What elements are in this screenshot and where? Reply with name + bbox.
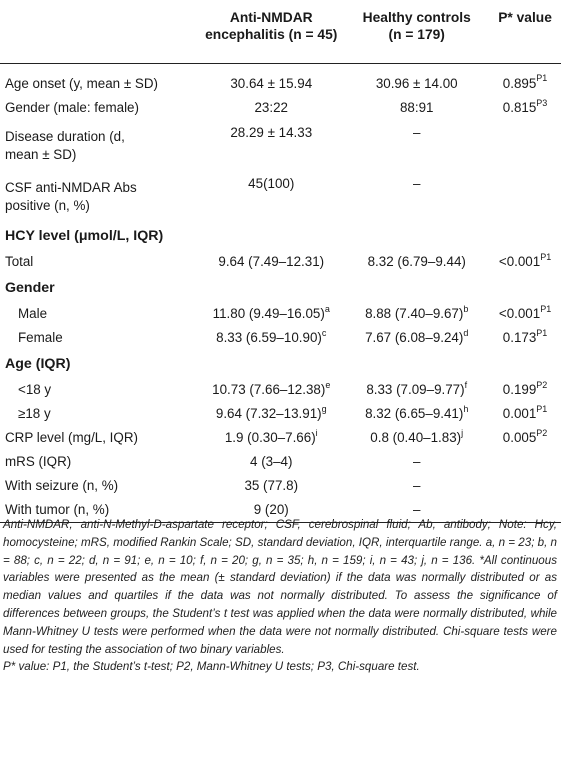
header-anti-nmdar xyxy=(198,0,344,63)
header-p-value: P* value xyxy=(498,10,552,25)
table-header-row xyxy=(0,0,561,63)
cell-value: 10.73 (7.66–12.38) xyxy=(212,382,326,397)
cell-value: 88:91 xyxy=(399,100,434,115)
cell-anti-nmdar: 45(100) xyxy=(248,176,295,191)
cell-value: 8.32 (6.79–9.44) xyxy=(367,254,466,269)
row-label: <18 y xyxy=(18,382,52,397)
row-label: Total xyxy=(5,254,34,269)
cell-anti-nmdar xyxy=(198,96,344,120)
table-row xyxy=(0,450,561,474)
row-label-line2: positive (n, %) xyxy=(5,197,90,213)
cell-value: 0.005 xyxy=(502,430,537,445)
section-heading: Age (IQR) xyxy=(5,355,71,372)
row-label-line1: Disease duration (d, xyxy=(5,128,125,144)
cell-superscript: i xyxy=(315,427,318,438)
cell-superscript: P1 xyxy=(536,403,548,414)
cell-p xyxy=(489,171,561,222)
cell-anti-nmdar xyxy=(198,326,344,350)
row-label: mRS (IQR) xyxy=(5,454,72,469)
cell-healthy xyxy=(344,63,489,96)
cell-p xyxy=(489,302,561,326)
footnote-p-values: P* value: P1, the Student’s t-test; P2, Mann-Whitney U tests; P3, Chi-square test. xyxy=(3,660,420,674)
cell-value: 8.32 (6.65–9.41) xyxy=(365,406,464,421)
header-healthy-controls xyxy=(344,0,489,63)
table-row xyxy=(0,378,561,402)
cell-value: 30.96 ± 14.00 xyxy=(375,75,458,91)
footnote-abbreviations: Anti-NMDAR, anti-N-Methyl-D-aspartate receptor; CSF, cerebrospinal fluid; Ab, antibody; Note: Hcy, homocysteine; mRS, modified Rankin Scale; SD, standard deviation, IQR, interquartile range. a, n = 23; b, n = 88; c, n = 22; d, n = 91; e, n = 10; f, n = 20; g, n = 35; h, n = 159; i, n = 43; j, n = 136. *All continuous variables were presented as the mean (± standard deviation) if the data was normally distributed or as median values and quartiles if the data was not normally distributed. To assess the significance of differences between groups, the Student’s t test was applied when the data were normally distributed, while Mann-Whitney U tests were performed when the data were not normally distributed. Chi-square tests were used for testing the association of two binary variables. xyxy=(3,518,557,656)
cell-p xyxy=(489,63,561,96)
cell-p xyxy=(489,120,561,171)
row-label xyxy=(0,120,198,171)
cell-superscript: b xyxy=(463,303,469,314)
cell-healthy xyxy=(344,326,489,350)
row-label: ≥18 y xyxy=(18,406,51,421)
table-footnotes xyxy=(3,516,557,676)
table-row xyxy=(0,302,561,326)
cell-superscript: P1 xyxy=(540,251,552,262)
cell-superscript: P2 xyxy=(536,379,548,390)
cell-value: 1.9 (0.30–7.66) xyxy=(224,430,316,445)
row-label: With tumor (n, %) xyxy=(0,498,198,523)
row-label-line2: mean ± SD) xyxy=(5,146,77,162)
row-label: Gender (male: female) xyxy=(5,100,139,115)
row-label: Female xyxy=(18,330,63,345)
row-label: CRP level (mg/L, IQR) xyxy=(5,430,138,445)
cell-value: 0.199 xyxy=(502,382,537,397)
row-label xyxy=(0,171,198,222)
cell-p xyxy=(489,326,561,350)
cell-anti-nmdar xyxy=(198,378,344,402)
cell-superscript: d xyxy=(463,327,469,338)
cell-value: 8.33 (6.59–10.90) xyxy=(216,330,322,345)
table-row xyxy=(0,326,561,350)
header-anti-nmdar-line2: encephalitis (n = 45) xyxy=(205,27,338,42)
cell-anti-nmdar xyxy=(198,63,344,96)
table-row xyxy=(0,250,561,274)
cell-p xyxy=(489,402,561,426)
section-heading: Gender xyxy=(5,279,55,296)
cell-healthy xyxy=(344,426,489,450)
header-healthy-controls-line1: Healthy controls xyxy=(362,10,471,25)
cell-value: 30.64 ± 15.94 xyxy=(230,75,313,91)
table-row xyxy=(0,402,561,426)
section-row xyxy=(0,274,561,302)
cell-value: 0.173 xyxy=(502,330,537,345)
cell-anti-nmdar xyxy=(198,302,344,326)
cell-superscript: j xyxy=(461,427,464,438)
section-heading: HCY level (μmol/L, IQR) xyxy=(5,227,164,244)
cell-anti-nmdar: 4 (3–4) xyxy=(250,454,293,469)
table-row xyxy=(0,120,561,171)
cell-value: 23:22 xyxy=(254,100,288,115)
cell-anti-nmdar: 9 (20) xyxy=(198,498,344,523)
cell-superscript: P1 xyxy=(540,303,552,314)
row-label: Age onset (y, mean ± SD) xyxy=(5,75,158,91)
cell-healthy xyxy=(344,302,489,326)
cell-healthy xyxy=(344,378,489,402)
cell-anti-nmdar xyxy=(198,426,344,450)
table-row xyxy=(0,96,561,120)
cell-healthy xyxy=(344,402,489,426)
row-label: With seizure (n, %) xyxy=(5,478,119,493)
cell-value: 0.815 xyxy=(502,100,537,115)
row-label: Male xyxy=(18,306,48,321)
cell-healthy: – xyxy=(344,498,489,523)
cell-value: 8.88 (7.40–9.67) xyxy=(365,306,464,321)
header-healthy-controls-line2: (n = 179) xyxy=(388,27,445,42)
table-row xyxy=(0,474,561,498)
cell-superscript: e xyxy=(325,379,331,390)
section-row xyxy=(0,350,561,378)
cell-p xyxy=(489,378,561,402)
cell-healthy: – xyxy=(412,478,421,493)
header-anti-nmdar-line1: Anti-NMDAR xyxy=(229,10,313,25)
cell-value: 8.33 (7.09–9.77) xyxy=(366,382,465,397)
row-label-line1: CSF anti-NMDAR Abs xyxy=(5,179,137,195)
cell-value: 0.895 xyxy=(502,75,537,91)
cell-superscript: g xyxy=(321,403,327,414)
table-row xyxy=(0,63,561,96)
cell-value: <0.001 xyxy=(498,254,541,269)
cell-p xyxy=(489,474,561,498)
cell-healthy: – xyxy=(412,125,421,140)
cell-p xyxy=(489,96,561,120)
cell-p xyxy=(489,250,561,274)
table-row xyxy=(0,171,561,222)
cell-superscript: P3 xyxy=(536,97,548,108)
cell-value: 7.67 (6.08–9.24) xyxy=(365,330,464,345)
cell-value: 0.8 (0.40–1.83) xyxy=(370,430,462,445)
cell-superscript: f xyxy=(464,379,468,390)
cell-superscript: h xyxy=(463,403,469,414)
cell-superscript: a xyxy=(324,303,330,314)
section-row xyxy=(0,222,561,250)
cell-superscript: P1 xyxy=(536,327,548,338)
cell-healthy: – xyxy=(412,454,421,469)
header-blank xyxy=(0,0,198,63)
cell-healthy xyxy=(344,250,489,274)
cell-superscript: P2 xyxy=(536,427,548,438)
cell-healthy xyxy=(344,96,489,120)
cell-value: 11.80 (9.49–16.05) xyxy=(212,306,325,321)
cell-value: 9.64 (7.49–12.31) xyxy=(218,254,325,269)
cell-value: <0.001 xyxy=(498,306,541,321)
cell-p xyxy=(489,450,561,474)
cell-anti-nmdar: 28.29 ± 14.33 xyxy=(230,125,313,140)
table-row xyxy=(0,426,561,450)
cell-p xyxy=(489,426,561,450)
cell-anti-nmdar xyxy=(198,402,344,426)
cell-value: 0.001 xyxy=(502,406,537,421)
cell-superscript: P1 xyxy=(536,73,548,84)
cell-superscript: c xyxy=(321,327,327,338)
cell-healthy: – xyxy=(412,176,421,191)
cell-value: 9.64 (7.32–13.91) xyxy=(215,406,322,421)
cell-anti-nmdar xyxy=(198,250,344,274)
cell-anti-nmdar: 35 (77.8) xyxy=(244,478,299,493)
